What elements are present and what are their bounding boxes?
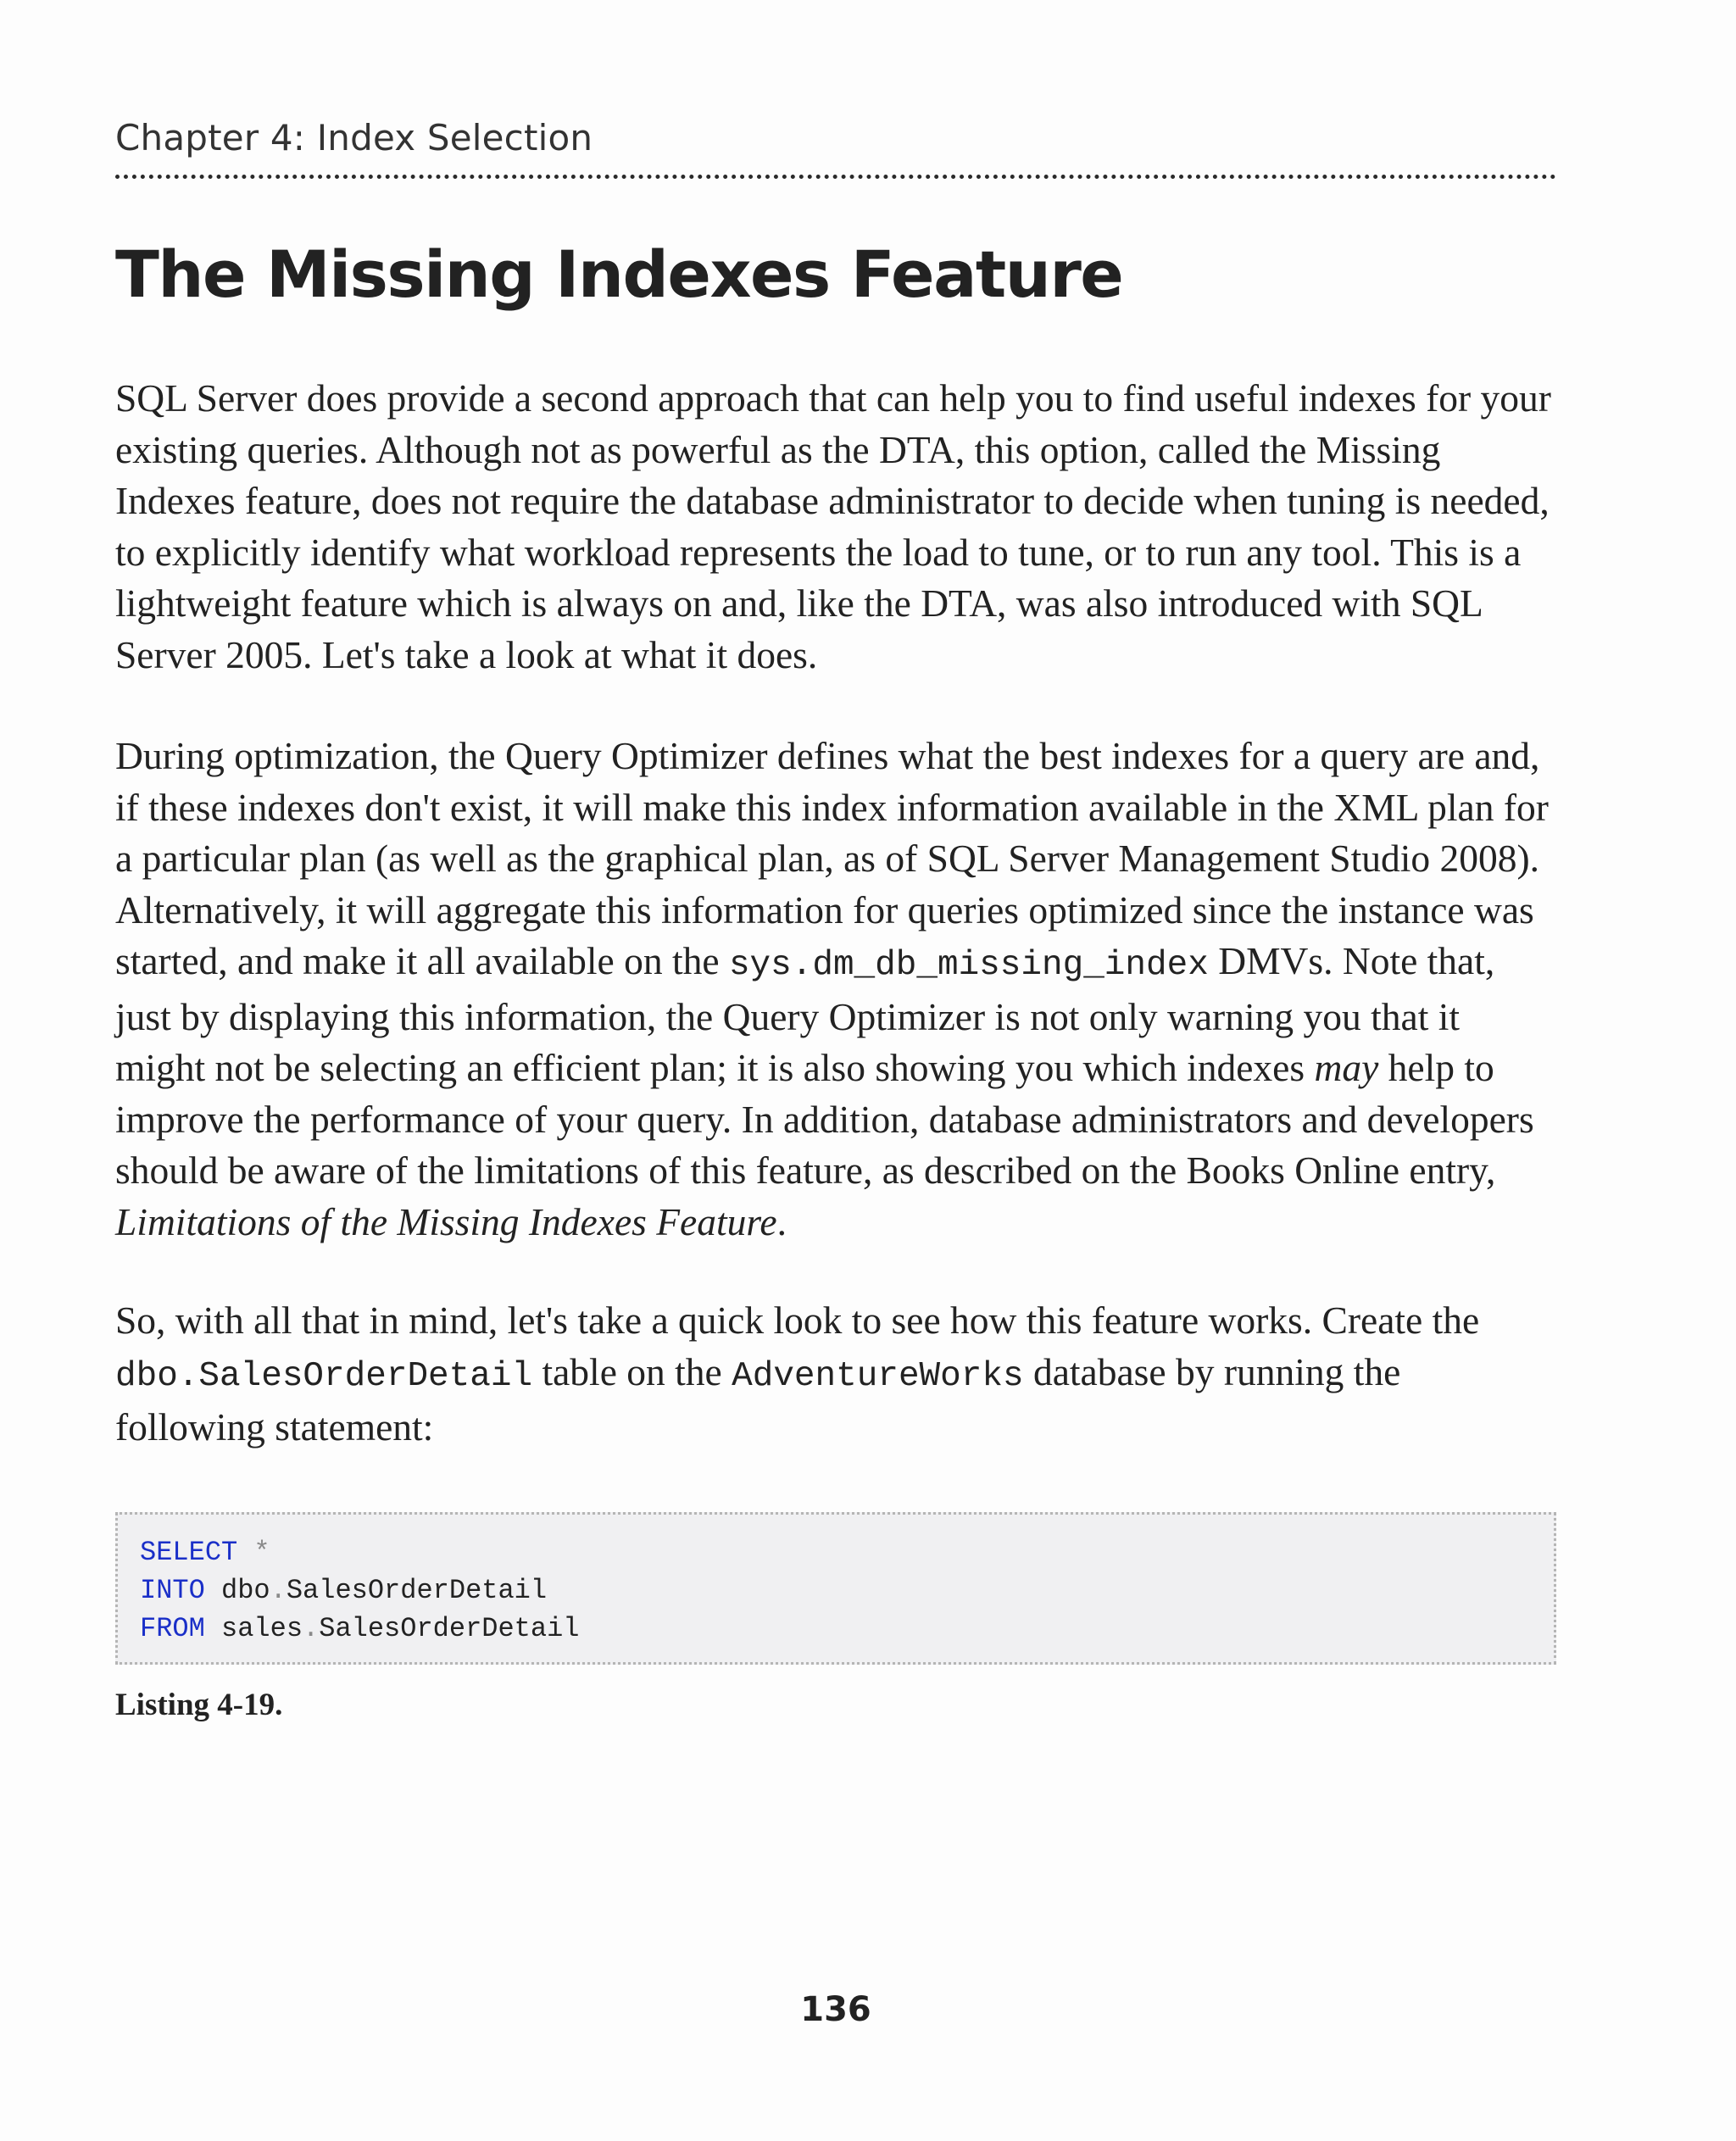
sql-object: SalesOrderDetail	[319, 1613, 580, 1644]
running-header: Chapter 4: Index Selection	[115, 117, 593, 158]
book-page	[115, 0, 1556, 2141]
listing-caption: Listing 4-19.	[115, 1688, 283, 1722]
sql-keyword: INTO	[140, 1575, 205, 1606]
page-number: 136	[800, 1990, 871, 2029]
paragraph-text: .	[776, 1199, 787, 1243]
code-line-from	[140, 1610, 1554, 1648]
inline-code-dmv: sys.dm_db_missing_index	[728, 946, 1209, 985]
sql-operator: .	[270, 1575, 287, 1606]
paragraph-text: During optimization, the Query Optimizer defines what the best indexes for a query are and, if these indexes don't exist, it will make this index information available in the XML plan for a particular plan (as well as the graphical plan, as of SQL Server Management Studio 2008). Alternatively, it will aggregate this information for queries optimized since the instance was started, and make it all available on the	[115, 734, 1549, 982]
paragraph-text: DMVs. Note that, just by displaying this information, the Query Optimizer is not only warning you that it might not be selecting an efficient plan; it is also showing you which indexes	[115, 939, 1495, 1089]
code-line-select	[140, 1533, 1554, 1571]
paragraph-optimization	[115, 731, 1556, 1248]
sql-keyword: SELECT	[140, 1537, 238, 1568]
books-online-reference: Limitations of the Missing Indexes Feature	[115, 1199, 777, 1243]
section-title: The Missing Indexes Feature	[115, 236, 1123, 312]
paragraph-text: So, with all that in mind, let's take a quick look to see how this feature works. Create the	[115, 1299, 1480, 1342]
sql-schema: dbo	[204, 1575, 270, 1606]
code-listing[interactable]	[115, 1512, 1556, 1665]
paragraph-create-table	[115, 1295, 1556, 1454]
paragraph-intro: SQL Server does provide a second approach that can help you to find useful indexes for your existing queries. Although not as powerful as the DTA, this option, called the Missing Indexes feature, does not require the database administrator to decide when tuning is needed, to explicitly identify what workload represents the load to tune, or to run any tool. This is a lightweight feature which is always on and, like the DTA, was also introduced with SQL Server 2005. Let's take a look at what it does.	[115, 376, 1551, 676]
inline-code-database: AdventureWorks	[732, 1356, 1024, 1396]
sql-schema: sales	[204, 1613, 303, 1644]
sql-object: SalesOrderDetail	[286, 1575, 548, 1606]
sql-operator: *	[237, 1537, 270, 1568]
sql-keyword: FROM	[140, 1613, 205, 1644]
paragraph-text: table on the	[532, 1349, 732, 1393]
emphasis-may: may	[1314, 1046, 1379, 1089]
paragraph-text: help to improve the performance of your query. In addition, database administrators and developers should be aware of the limitations of this feature, as described on the Books Online entry,	[115, 1046, 1534, 1192]
code-line-into	[140, 1571, 1554, 1610]
header-divider	[115, 175, 1556, 179]
paragraph-text: database by running the following statement:	[115, 1349, 1401, 1449]
inline-code-table: dbo.SalesOrderDetail	[115, 1356, 533, 1396]
sql-operator: .	[303, 1613, 320, 1644]
